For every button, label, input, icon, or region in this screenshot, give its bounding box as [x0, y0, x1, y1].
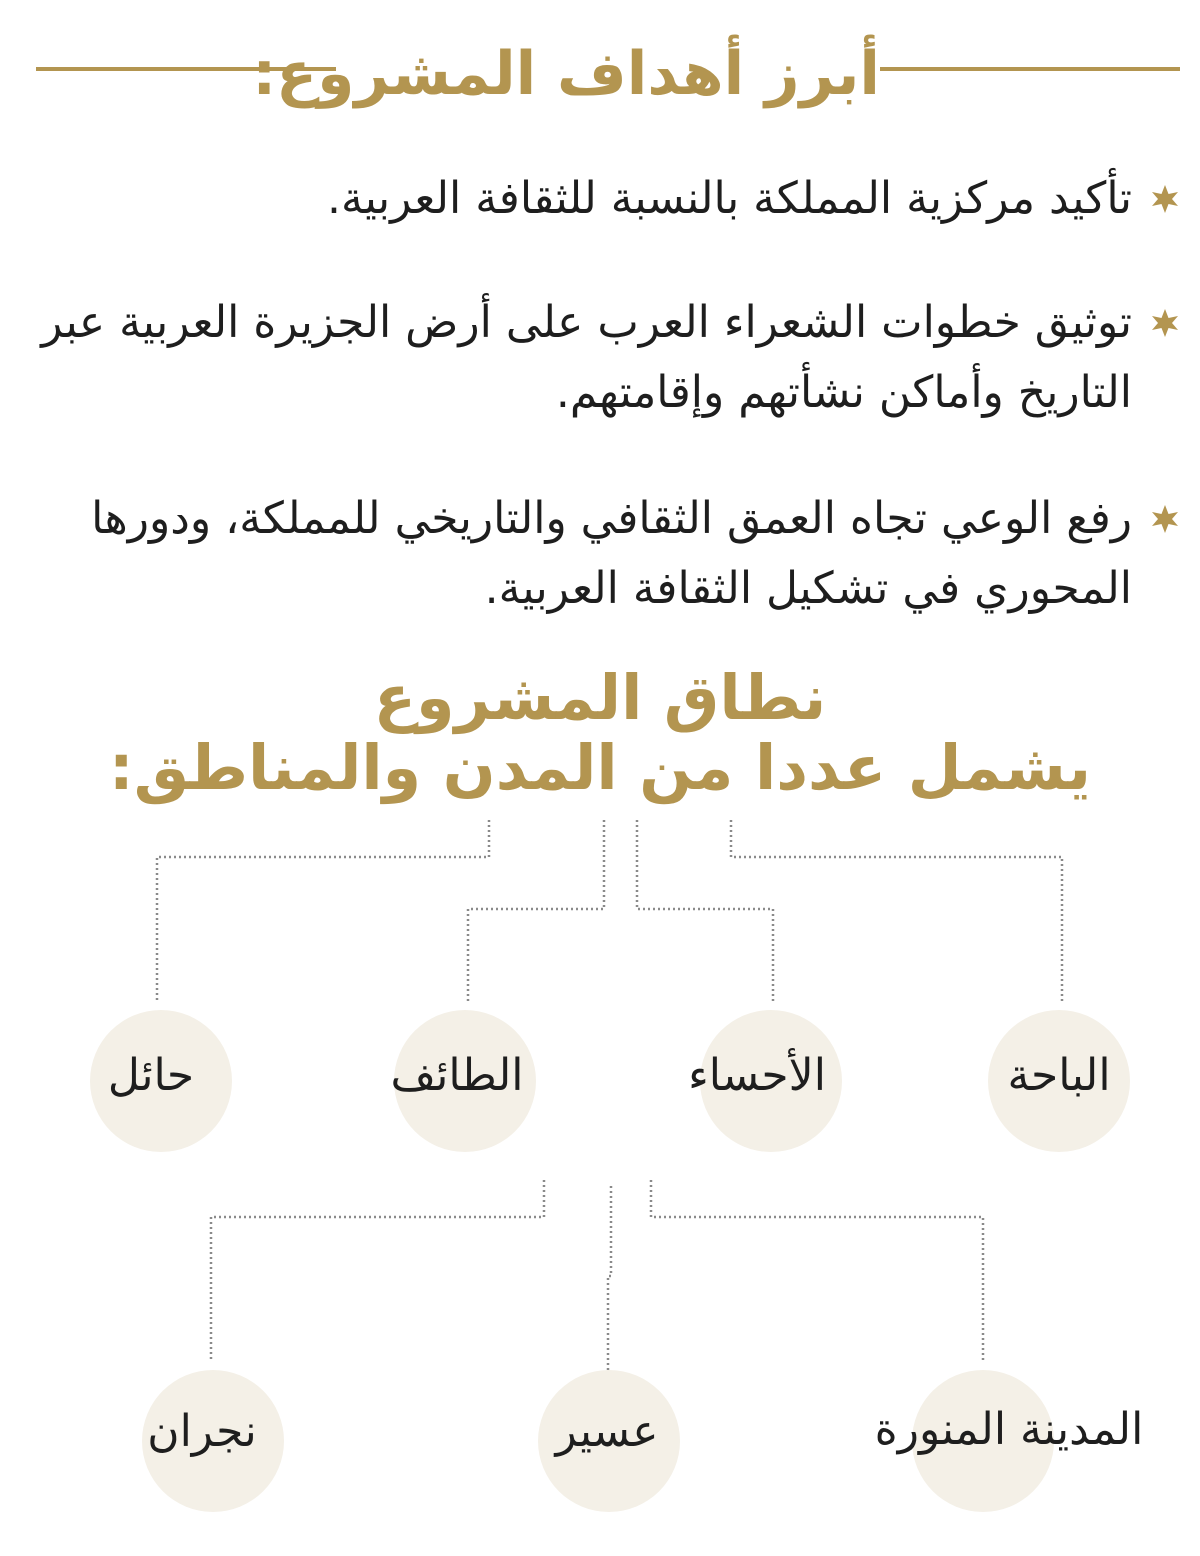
- connector-line: [651, 1180, 983, 1360]
- goal-item-2-line-2: التاريخ وأماكن نشأتهم وإقامتهم.: [555, 367, 1132, 418]
- scope-subtitle: يشمل عددا من المدن والمناطق:: [108, 731, 1092, 804]
- city-label-albaha: الباحة: [1007, 1050, 1111, 1101]
- city-label-taif: الطائف: [390, 1050, 524, 1101]
- connector-line: [608, 1186, 611, 1370]
- connector-line: [731, 820, 1062, 1002]
- goal-item-3-line-2: المحوري في تشكيل الثقافة العربية.: [484, 563, 1132, 614]
- city-label-alahsa: الأحساء: [688, 1050, 826, 1101]
- city-label-hail: حائل: [107, 1050, 195, 1101]
- goals-heading: أبرز أهداف المشروع:: [252, 39, 880, 109]
- connector-line: [637, 820, 773, 1004]
- scope-title: نطاق المشروع: [373, 661, 827, 734]
- connector-line: [468, 820, 604, 1004]
- goal-item-3-line-1: رفع الوعي تجاه العمق الثقافي والتاريخي للمملكة، ودورها: [91, 493, 1132, 544]
- connector-line: [157, 820, 489, 1002]
- city-label-najran: نجران: [147, 1406, 257, 1457]
- city-label-asir: عسير: [555, 1406, 659, 1457]
- connector-line: [211, 1180, 544, 1360]
- goal-item-1-line-1: تأكيد مركزية المملكة بالنسبة للثقافة العربية.: [327, 173, 1132, 224]
- city-label-madinah: المدينة المنورة: [874, 1404, 1144, 1455]
- goal-item-2-line-1: توثيق خطوات الشعراء العرب على أرض الجزيرة العربية عبر: [41, 297, 1132, 348]
